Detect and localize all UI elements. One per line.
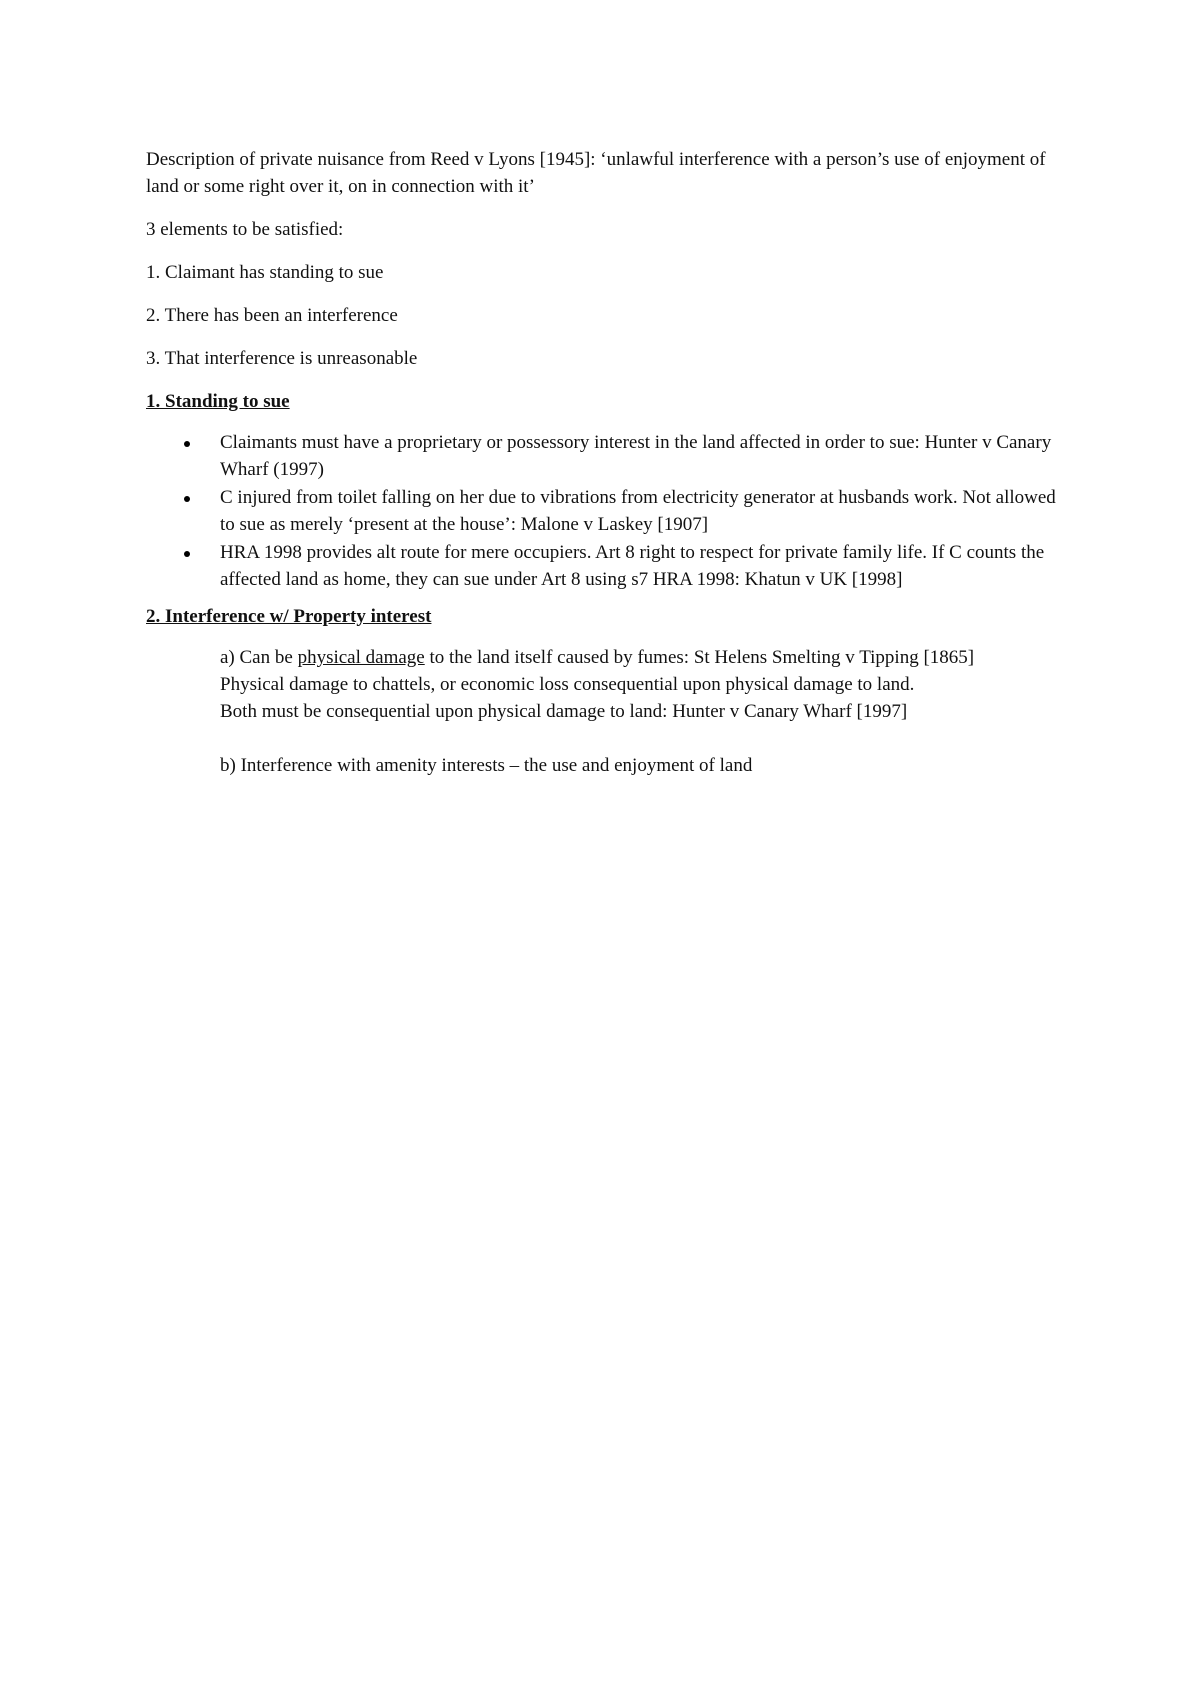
- bullet-item: [146, 539, 1066, 593]
- spacer: [220, 725, 1066, 752]
- point-b: b) Interference with amenity interests – the use and enjoyment of land: [220, 755, 753, 776]
- bullet-text: HRA 1998 provides alt route for mere occupiers. Art 8 right to respect for private family life. If C counts the affected land as home, they can sue under Art 8 using s7 HRA 1998: Khatun v UK [1998]: [220, 542, 1045, 590]
- bullet-item: [146, 484, 1066, 538]
- bullet-text: Claimants must have a proprietary or possessory interest in the land affected in order to sue: Hunter v Canary Wharf (1997): [220, 432, 1052, 480]
- bullet-icon: [184, 551, 190, 557]
- bullet-text: C injured from toilet falling on her due to vibrations from electricity generator at husbands work. Not allowed to sue as merely ‘present at the house’: Malone v Laskey [1907]: [220, 487, 1056, 535]
- bullet-icon: [184, 441, 190, 447]
- section-heading-standing: 1. Standing to sue: [146, 391, 290, 412]
- bullet-icon: [184, 496, 190, 502]
- point-a-line2: Physical damage to chattels, or economic loss consequential upon physical damage to land.: [220, 674, 915, 695]
- point-a-prefix: a) Can be: [220, 647, 298, 668]
- section-heading-interference: 2. Interference w/ Property interest: [146, 606, 432, 627]
- bullet-item: [146, 429, 1066, 483]
- element-item: 2. There has been an interference: [146, 305, 398, 326]
- intro-paragraph: Description of private nuisance from Reed v Lyons [1945]: ‘unlawful interference with a person’s use of enjoyment of land or some right over it, on in connection with it’: [146, 149, 1046, 197]
- point-a-underlined: physical damage: [297, 647, 425, 668]
- interference-details: [146, 644, 1066, 779]
- standing-bullet-list: [146, 429, 1066, 593]
- point-a-line3: Both must be consequential upon physical damage to land: Hunter v Canary Wharf [1997]: [220, 701, 908, 722]
- document-page: [146, 146, 1066, 779]
- elements-intro: 3 elements to be satisfied:: [146, 219, 344, 240]
- element-item: 3. That interference is unreasonable: [146, 348, 418, 369]
- element-item: 1. Claimant has standing to sue: [146, 262, 384, 283]
- point-a-suffix: to the land itself caused by fumes: St Helens Smelting v Tipping [1865]: [424, 647, 975, 668]
- point-a: [220, 644, 1066, 671]
